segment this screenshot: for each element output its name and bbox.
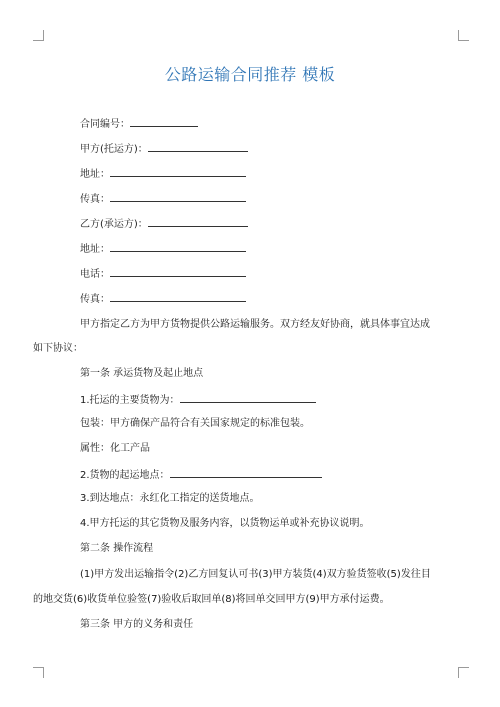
party-b-address-label: 地址： (80, 244, 110, 255)
party-a-address-field (80, 166, 246, 182)
article-2-paragraph-line-2: 的地交货(6)收货单位验签(7)验收后取回单(8)将回单交回甲方(9)甲方承付运费。 (33, 594, 390, 605)
contract-number-blank (130, 116, 198, 127)
article-1-property: 属性：化工产品 (80, 443, 150, 454)
party-a-fax-label: 传真： (80, 194, 110, 205)
party-a-label: 甲方(托运方)： (80, 144, 148, 155)
party-b-label: 乙方(承运方)： (80, 219, 148, 230)
party-a-address-label: 地址： (80, 169, 110, 180)
intro-paragraph-line-1: 甲方指定乙方为甲方货物提供公路运输服务。双方经友好协商，就具体事宜达成 (80, 319, 430, 330)
party-b-phone-blank (110, 266, 246, 277)
party-b-fax-blank (110, 291, 246, 302)
article-1-heading: 第一条 承运货物及起止地点 (80, 368, 204, 379)
article-1-item-1-blank (180, 392, 316, 403)
party-a-blank (148, 141, 248, 152)
corner-mark-top-right (458, 30, 469, 41)
corner-mark-bottom-right (458, 667, 469, 678)
article-1-item-2 (80, 467, 322, 483)
party-b-field (80, 216, 248, 232)
article-1-item-1 (80, 392, 316, 408)
party-b-address-field (80, 241, 246, 257)
article-2-paragraph-line-1: (1)甲方发出运输指令(2)乙方回复认可书(3)甲方装货(4)双方验货签收(5)发往目 (80, 569, 431, 580)
contract-number-label: 合同编号： (80, 119, 130, 130)
article-3-heading: 第三条 甲方的义务和责任 (80, 619, 194, 630)
article-1-packaging: 包装：甲方确保产品符合有关国家规定的标准包装。 (80, 418, 310, 429)
party-b-blank (148, 216, 248, 227)
party-a-address-blank (110, 166, 246, 177)
article-1-item-2-label: 2.货物的起运地点： (80, 470, 170, 481)
intro-paragraph-line-2: 如下协议： (33, 343, 83, 354)
document-title: 公路运输合同推荐 模板 (164, 65, 336, 84)
article-1-item-3: 3.到达地点：永红化工指定的送货地点。 (80, 493, 260, 504)
corner-mark-top-left (33, 30, 44, 41)
party-b-address-blank (110, 241, 246, 252)
article-1-item-1-label: 1.托运的主要货物为： (80, 395, 180, 406)
party-b-fax-field (80, 291, 246, 307)
party-b-phone-label: 电话： (80, 269, 110, 280)
party-b-phone-field (80, 266, 246, 282)
article-1-item-4: 4.甲方托运的其它货物及服务内容，以货物运单或补充协议说明。 (80, 518, 370, 529)
corner-mark-bottom-left (33, 667, 44, 678)
article-2-heading: 第二条 操作流程 (80, 543, 154, 554)
party-a-fax-field (80, 191, 246, 207)
article-1-item-2-blank (170, 467, 322, 478)
party-a-fax-blank (110, 191, 246, 202)
contract-number-field (80, 116, 198, 132)
party-b-fax-label: 传真： (80, 294, 110, 305)
party-a-field (80, 141, 248, 157)
